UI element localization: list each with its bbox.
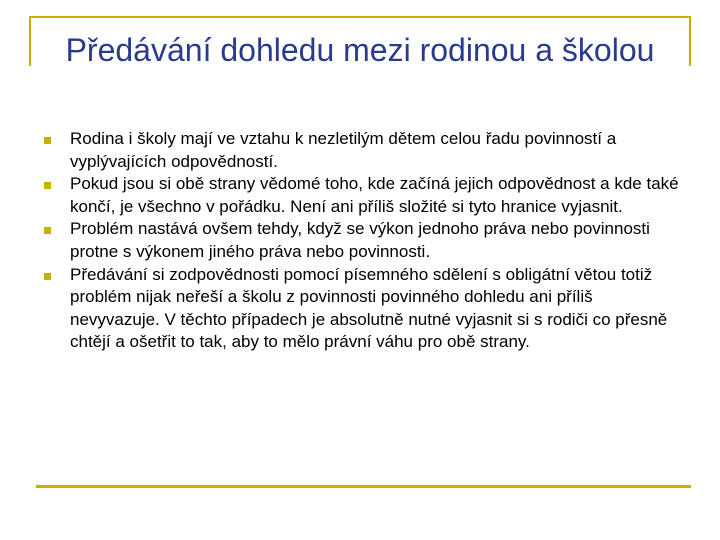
slide-title: Předávání dohledu mezi rodinou a školou — [65, 32, 655, 68]
square-bullet-icon — [44, 137, 51, 144]
bullet-item — [40, 264, 680, 354]
square-bullet-icon — [44, 273, 51, 280]
bullet-text: Předávání si zodpovědnosti pomocí písemného sdělení s obligátní větou totiž problém nijak neřeší a školu z povinnosti povinného dohledu ani příliš nevyvazuje. V těchto případech je absolutně nutné vyjasnit si s rodiči co přesně chtějí a ošetřit to tak, aby to mělo právní váhu pro obě strany. — [70, 264, 668, 352]
frame-top-line — [29, 16, 691, 18]
frame-bottom-line — [36, 485, 691, 488]
bullet-list — [40, 128, 680, 354]
square-bullet-icon — [44, 182, 51, 189]
bullet-item — [40, 173, 680, 218]
bullet-text: Rodina i školy mají ve vztahu k nezletilým dětem celou řadu povinností a vyplývajících odpovědností. — [70, 129, 617, 171]
square-bullet-icon — [44, 227, 51, 234]
frame-right-line — [689, 16, 691, 66]
bullet-text: Pokud jsou si obě strany vědomé toho, kde začíná jejich odpovědnost a kde také končí, je všechno v pořádku. Není ani příliš složité si tyto hranice vyjasnit. — [70, 174, 679, 216]
bullet-text: Problém nastává ovšem tehdy, když se výkon jednoho práva nebo povinnosti protne s výkonem jiného práva nebo povinnosti. — [70, 219, 650, 261]
frame-left-line — [29, 16, 31, 66]
bullet-item — [40, 128, 680, 173]
bullet-item — [40, 218, 680, 263]
